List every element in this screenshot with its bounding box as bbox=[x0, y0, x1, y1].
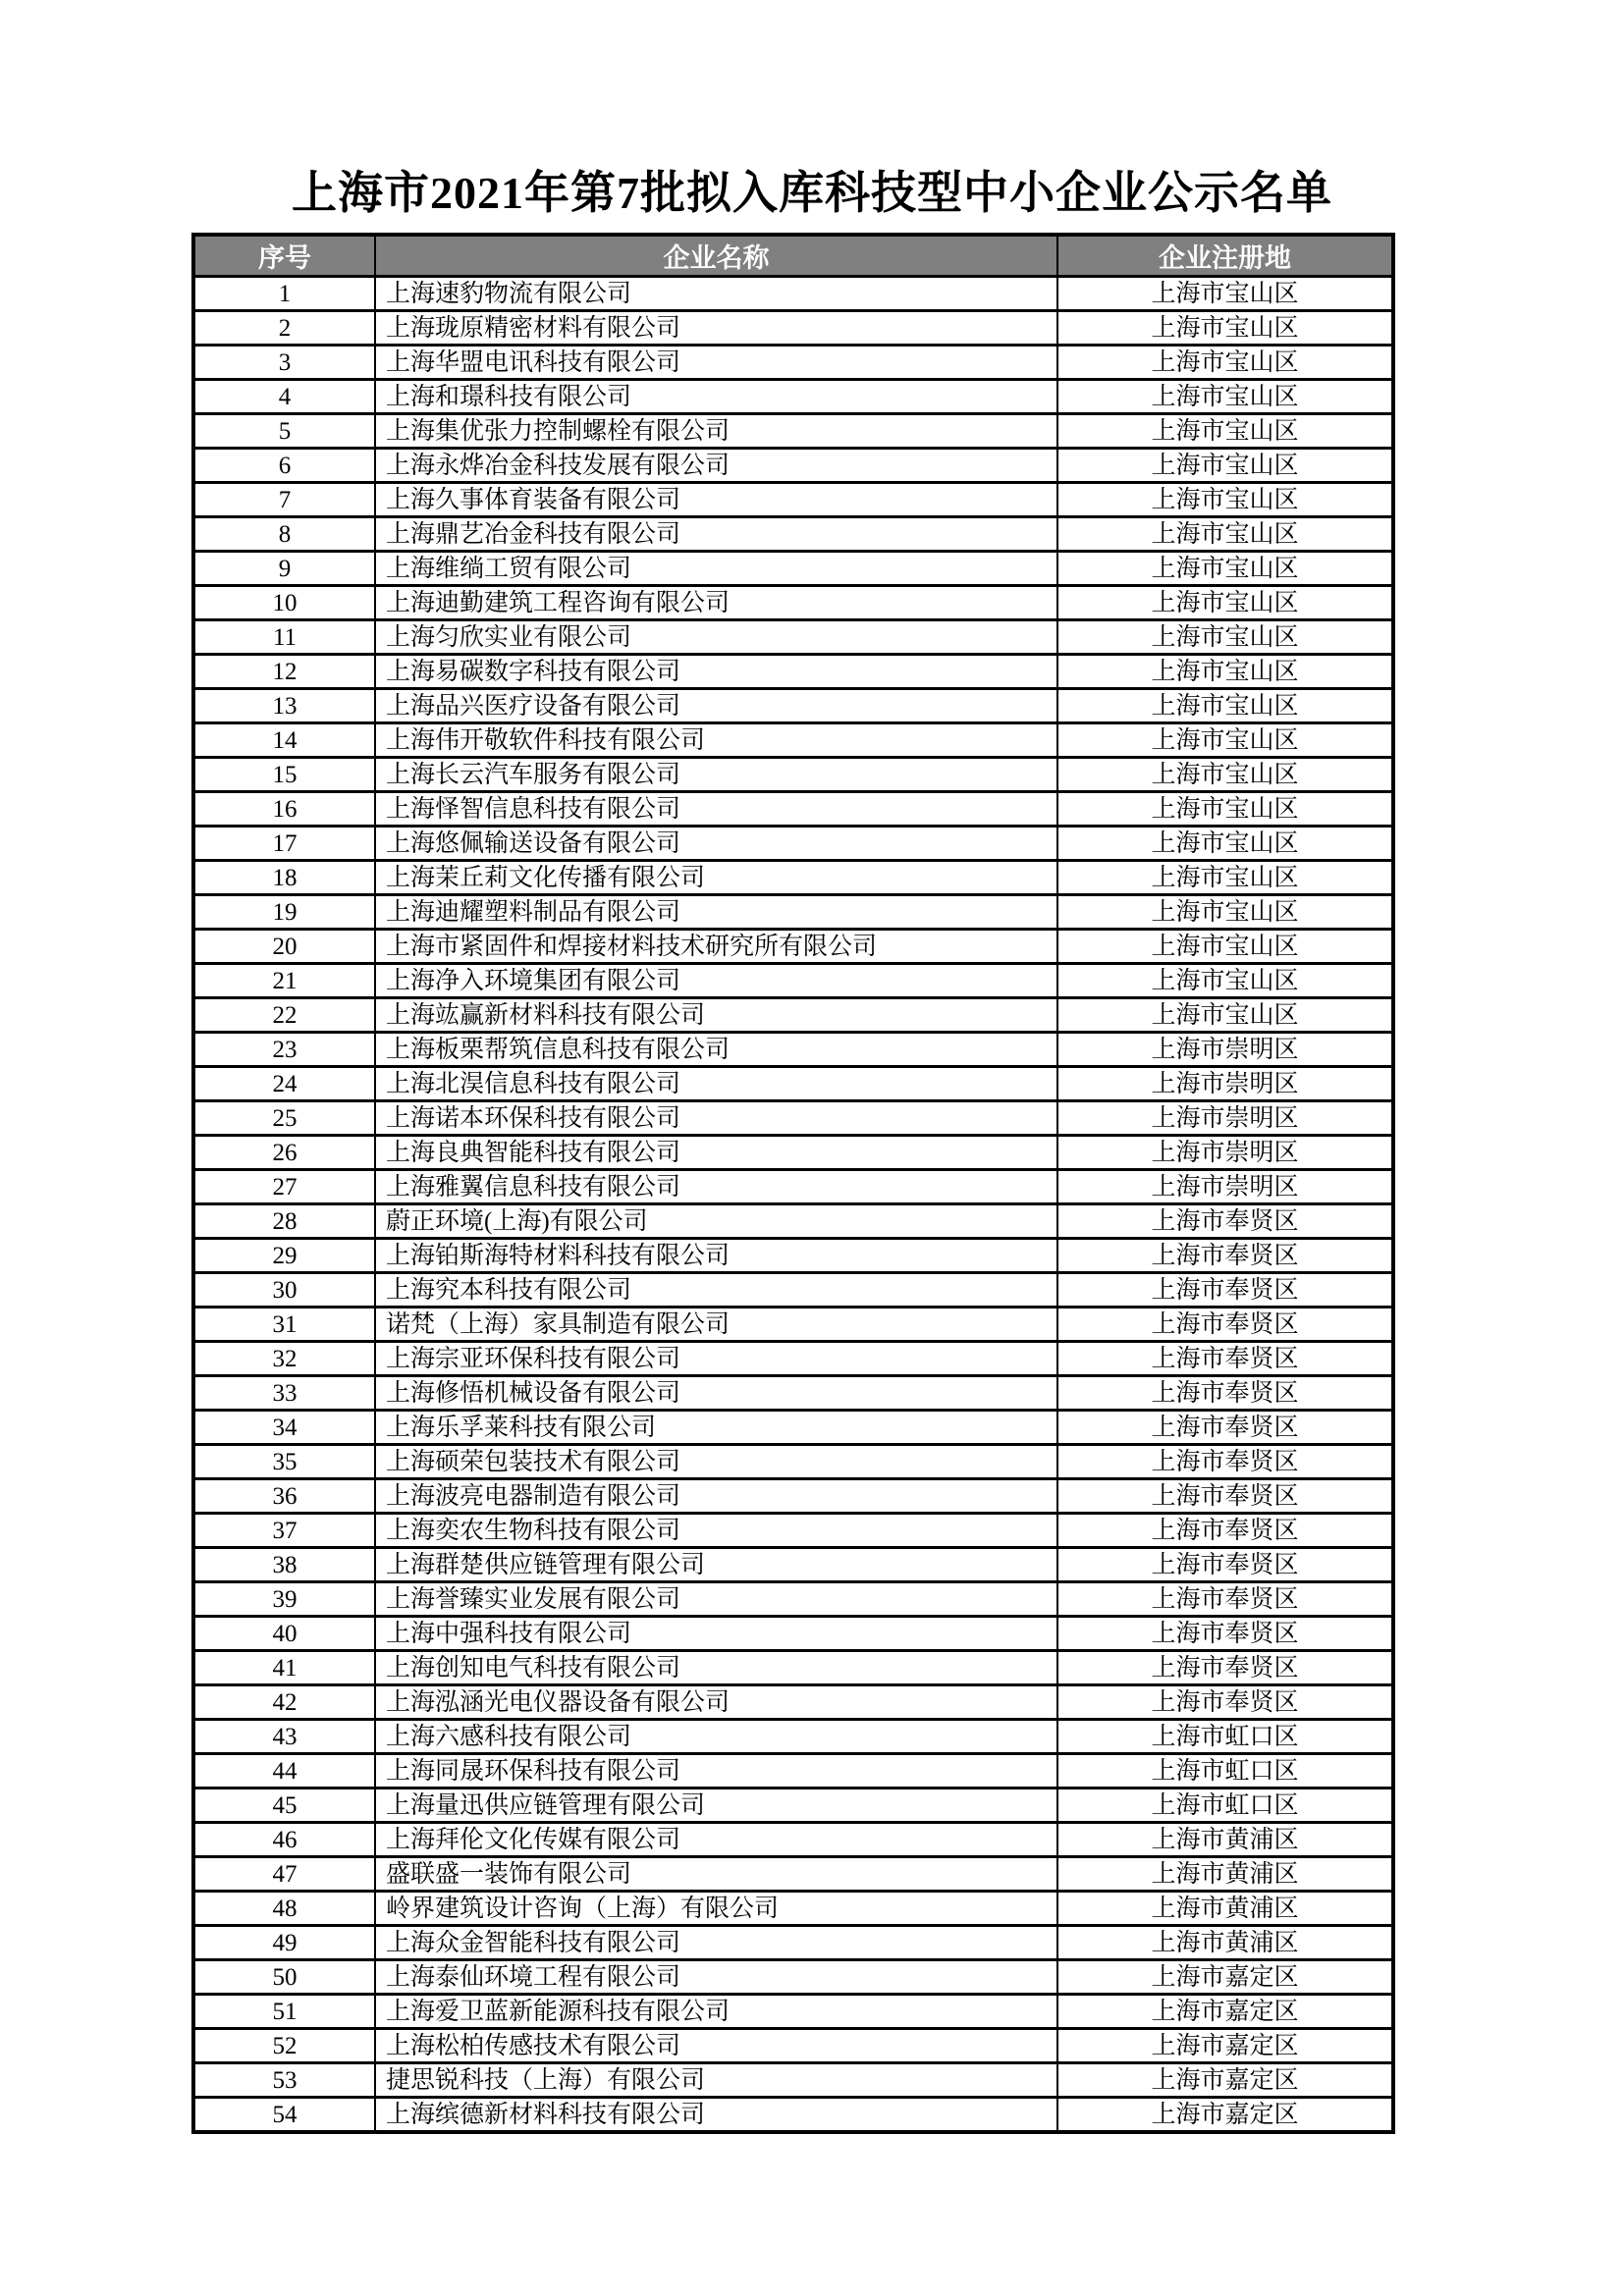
cell-no: 12 bbox=[193, 655, 375, 689]
cell-district: 上海市黄浦区 bbox=[1057, 1892, 1393, 1926]
cell-no: 43 bbox=[193, 1720, 375, 1754]
cell-name: 捷思锐科技（上海）有限公司 bbox=[375, 2063, 1057, 2098]
cell-no: 33 bbox=[193, 1376, 375, 1411]
cell-no: 5 bbox=[193, 414, 375, 449]
cell-district: 上海市奉贤区 bbox=[1057, 1548, 1393, 1582]
cell-no: 40 bbox=[193, 1617, 375, 1651]
table-row bbox=[193, 1067, 1393, 1101]
cell-name: 上海品兴医疗设备有限公司 bbox=[375, 689, 1057, 723]
table-row bbox=[193, 449, 1393, 483]
table-row bbox=[193, 1445, 1393, 1479]
cell-no: 23 bbox=[193, 1033, 375, 1067]
cell-name: 上海久事体育装备有限公司 bbox=[375, 483, 1057, 517]
cell-name: 上海伟开敬软件科技有限公司 bbox=[375, 723, 1057, 758]
cell-district: 上海市宝山区 bbox=[1057, 861, 1393, 895]
cell-no: 1 bbox=[193, 277, 375, 311]
cell-no: 37 bbox=[193, 1514, 375, 1548]
cell-district: 上海市奉贤区 bbox=[1057, 1376, 1393, 1411]
table-row bbox=[193, 1376, 1393, 1411]
cell-no: 14 bbox=[193, 723, 375, 758]
cell-name: 上海究本科技有限公司 bbox=[375, 1273, 1057, 1308]
cell-district: 上海市宝山区 bbox=[1057, 449, 1393, 483]
cell-name: 上海宗亚环保科技有限公司 bbox=[375, 1342, 1057, 1376]
cell-name: 蔚正环境(上海)有限公司 bbox=[375, 1204, 1057, 1239]
cell-name: 上海修悟机械设备有限公司 bbox=[375, 1376, 1057, 1411]
table-row bbox=[193, 1033, 1393, 1067]
cell-name: 上海中强科技有限公司 bbox=[375, 1617, 1057, 1651]
cell-name: 上海净入环境集团有限公司 bbox=[375, 964, 1057, 998]
table-row bbox=[193, 2029, 1393, 2063]
table-row bbox=[193, 1857, 1393, 1892]
cell-district: 上海市奉贤区 bbox=[1057, 1204, 1393, 1239]
table-row bbox=[193, 620, 1393, 655]
cell-name: 上海速豹物流有限公司 bbox=[375, 277, 1057, 311]
cell-name: 上海六感科技有限公司 bbox=[375, 1720, 1057, 1754]
cell-no: 26 bbox=[193, 1136, 375, 1170]
cell-no: 7 bbox=[193, 483, 375, 517]
cell-no: 44 bbox=[193, 1754, 375, 1789]
cell-no: 52 bbox=[193, 2029, 375, 2063]
cell-no: 30 bbox=[193, 1273, 375, 1308]
cell-no: 45 bbox=[193, 1789, 375, 1823]
table-row bbox=[193, 655, 1393, 689]
cell-no: 54 bbox=[193, 2098, 375, 2133]
table-row bbox=[193, 792, 1393, 827]
table-row bbox=[193, 1651, 1393, 1685]
cell-district: 上海市黄浦区 bbox=[1057, 1857, 1393, 1892]
table-row bbox=[193, 1204, 1393, 1239]
cell-no: 17 bbox=[193, 827, 375, 861]
cell-district: 上海市奉贤区 bbox=[1057, 1685, 1393, 1720]
cell-no: 22 bbox=[193, 998, 375, 1033]
cell-district: 上海市奉贤区 bbox=[1057, 1273, 1393, 1308]
cell-no: 41 bbox=[193, 1651, 375, 1685]
cell-district: 上海市嘉定区 bbox=[1057, 1960, 1393, 1995]
cell-name: 上海市紧固件和焊接材料技术研究所有限公司 bbox=[375, 930, 1057, 964]
cell-no: 38 bbox=[193, 1548, 375, 1582]
cell-district: 上海市虹口区 bbox=[1057, 1754, 1393, 1789]
table-row bbox=[193, 895, 1393, 930]
cell-district: 上海市宝山区 bbox=[1057, 620, 1393, 655]
column-header-no: 序号 bbox=[193, 235, 375, 277]
cell-name: 上海同晟环保科技有限公司 bbox=[375, 1754, 1057, 1789]
cell-no: 53 bbox=[193, 2063, 375, 2098]
table-row bbox=[193, 517, 1393, 552]
cell-district: 上海市宝山区 bbox=[1057, 827, 1393, 861]
table-row bbox=[193, 1170, 1393, 1204]
cell-name: 上海悠佩输送设备有限公司 bbox=[375, 827, 1057, 861]
table-row bbox=[193, 1308, 1393, 1342]
cell-name: 上海迪勤建筑工程咨询有限公司 bbox=[375, 586, 1057, 620]
table-row bbox=[193, 483, 1393, 517]
cell-name: 上海雅翼信息科技有限公司 bbox=[375, 1170, 1057, 1204]
cell-district: 上海市崇明区 bbox=[1057, 1067, 1393, 1101]
table-row bbox=[193, 758, 1393, 792]
cell-district: 上海市奉贤区 bbox=[1057, 1514, 1393, 1548]
table-row bbox=[193, 1995, 1393, 2029]
cell-name: 上海良典智能科技有限公司 bbox=[375, 1136, 1057, 1170]
table-row bbox=[193, 1754, 1393, 1789]
cell-district: 上海市嘉定区 bbox=[1057, 2063, 1393, 2098]
cell-district: 上海市宝山区 bbox=[1057, 758, 1393, 792]
cell-district: 上海市嘉定区 bbox=[1057, 2029, 1393, 2063]
column-header-name: 企业名称 bbox=[375, 235, 1057, 277]
table-row bbox=[193, 1273, 1393, 1308]
cell-name: 上海松柏传感技术有限公司 bbox=[375, 2029, 1057, 2063]
cell-name: 上海鼎艺冶金科技有限公司 bbox=[375, 517, 1057, 552]
cell-no: 3 bbox=[193, 346, 375, 380]
cell-district: 上海市虹口区 bbox=[1057, 1720, 1393, 1754]
cell-name: 诺梵（上海）家具制造有限公司 bbox=[375, 1308, 1057, 1342]
table-header bbox=[193, 235, 1393, 277]
table-row bbox=[193, 827, 1393, 861]
table-row bbox=[193, 586, 1393, 620]
cell-no: 6 bbox=[193, 449, 375, 483]
table-row bbox=[193, 311, 1393, 346]
cell-name: 上海众金智能科技有限公司 bbox=[375, 1926, 1057, 1960]
cell-district: 上海市嘉定区 bbox=[1057, 2098, 1393, 2133]
cell-no: 46 bbox=[193, 1823, 375, 1857]
cell-district: 上海市宝山区 bbox=[1057, 792, 1393, 827]
cell-no: 20 bbox=[193, 930, 375, 964]
cell-no: 31 bbox=[193, 1308, 375, 1342]
cell-district: 上海市黄浦区 bbox=[1057, 1823, 1393, 1857]
cell-name: 上海茉丘莉文化传播有限公司 bbox=[375, 861, 1057, 895]
table-row bbox=[193, 1479, 1393, 1514]
cell-name: 上海迪耀塑料制品有限公司 bbox=[375, 895, 1057, 930]
cell-name: 上海集优张力控制螺栓有限公司 bbox=[375, 414, 1057, 449]
cell-name: 上海和璟科技有限公司 bbox=[375, 380, 1057, 414]
cell-no: 47 bbox=[193, 1857, 375, 1892]
cell-district: 上海市黄浦区 bbox=[1057, 1926, 1393, 1960]
cell-name: 上海硕荣包装技术有限公司 bbox=[375, 1445, 1057, 1479]
column-header-district: 企业注册地 bbox=[1057, 235, 1393, 277]
cell-district: 上海市宝山区 bbox=[1057, 277, 1393, 311]
cell-name: 上海泰仙环境工程有限公司 bbox=[375, 1960, 1057, 1995]
cell-district: 上海市奉贤区 bbox=[1057, 1445, 1393, 1479]
table-row bbox=[193, 2098, 1393, 2133]
cell-no: 15 bbox=[193, 758, 375, 792]
cell-no: 9 bbox=[193, 552, 375, 586]
header-row bbox=[193, 235, 1393, 277]
cell-district: 上海市奉贤区 bbox=[1057, 1342, 1393, 1376]
cell-name: 上海群楚供应链管理有限公司 bbox=[375, 1548, 1057, 1582]
table-row bbox=[193, 1960, 1393, 1995]
cell-name: 上海乐孚莱科技有限公司 bbox=[375, 1411, 1057, 1445]
cell-district: 上海市奉贤区 bbox=[1057, 1617, 1393, 1651]
table-row bbox=[193, 930, 1393, 964]
table-row bbox=[193, 689, 1393, 723]
table-row bbox=[193, 1342, 1393, 1376]
cell-no: 4 bbox=[193, 380, 375, 414]
cell-district: 上海市崇明区 bbox=[1057, 1101, 1393, 1136]
cell-no: 48 bbox=[193, 1892, 375, 1926]
cell-district: 上海市奉贤区 bbox=[1057, 1411, 1393, 1445]
table-row bbox=[193, 1720, 1393, 1754]
cell-no: 24 bbox=[193, 1067, 375, 1101]
table-row bbox=[193, 1823, 1393, 1857]
table-row bbox=[193, 380, 1393, 414]
cell-name: 上海创知电气科技有限公司 bbox=[375, 1651, 1057, 1685]
table-row bbox=[193, 861, 1393, 895]
cell-district: 上海市宝山区 bbox=[1057, 964, 1393, 998]
cell-name: 岭界建筑设计咨询（上海）有限公司 bbox=[375, 1892, 1057, 1926]
cell-district: 上海市宝山区 bbox=[1057, 723, 1393, 758]
table-row bbox=[193, 1926, 1393, 1960]
cell-district: 上海市宝山区 bbox=[1057, 930, 1393, 964]
table-row bbox=[193, 346, 1393, 380]
cell-district: 上海市嘉定区 bbox=[1057, 1995, 1393, 2029]
page-title: 上海市2021年第7批拟入库科技型中小企业公示名单 bbox=[292, 168, 1332, 218]
cell-no: 35 bbox=[193, 1445, 375, 1479]
cell-no: 19 bbox=[193, 895, 375, 930]
cell-district: 上海市宝山区 bbox=[1057, 895, 1393, 930]
cell-district: 上海市宝山区 bbox=[1057, 998, 1393, 1033]
table-row bbox=[193, 964, 1393, 998]
cell-no: 49 bbox=[193, 1926, 375, 1960]
cell-district: 上海市宝山区 bbox=[1057, 346, 1393, 380]
cell-no: 16 bbox=[193, 792, 375, 827]
cell-name: 上海诺本环保科技有限公司 bbox=[375, 1101, 1057, 1136]
cell-district: 上海市宝山区 bbox=[1057, 655, 1393, 689]
cell-district: 上海市奉贤区 bbox=[1057, 1239, 1393, 1273]
cell-no: 25 bbox=[193, 1101, 375, 1136]
cell-district: 上海市奉贤区 bbox=[1057, 1651, 1393, 1685]
cell-no: 8 bbox=[193, 517, 375, 552]
cell-no: 36 bbox=[193, 1479, 375, 1514]
table-row bbox=[193, 1136, 1393, 1170]
cell-name: 上海波亮电器制造有限公司 bbox=[375, 1479, 1057, 1514]
cell-name: 上海匀欣实业有限公司 bbox=[375, 620, 1057, 655]
cell-district: 上海市奉贤区 bbox=[1057, 1479, 1393, 1514]
table-body bbox=[193, 277, 1393, 2133]
cell-no: 34 bbox=[193, 1411, 375, 1445]
cell-no: 28 bbox=[193, 1204, 375, 1239]
table-row bbox=[193, 1789, 1393, 1823]
table-row bbox=[193, 2063, 1393, 2098]
cell-name: 上海珑原精密材料有限公司 bbox=[375, 311, 1057, 346]
cell-district: 上海市奉贤区 bbox=[1057, 1308, 1393, 1342]
cell-no: 10 bbox=[193, 586, 375, 620]
cell-name: 上海泓涵光电仪器设备有限公司 bbox=[375, 1685, 1057, 1720]
cell-district: 上海市宝山区 bbox=[1057, 483, 1393, 517]
cell-name: 上海铂斯海特材料科技有限公司 bbox=[375, 1239, 1057, 1273]
cell-district: 上海市崇明区 bbox=[1057, 1170, 1393, 1204]
cell-no: 21 bbox=[193, 964, 375, 998]
cell-name: 上海缤德新材料科技有限公司 bbox=[375, 2098, 1057, 2133]
table-row bbox=[193, 723, 1393, 758]
cell-name: 盛联盛一装饰有限公司 bbox=[375, 1857, 1057, 1892]
cell-district: 上海市宝山区 bbox=[1057, 311, 1393, 346]
cell-district: 上海市宝山区 bbox=[1057, 552, 1393, 586]
cell-no: 39 bbox=[193, 1582, 375, 1617]
table-row bbox=[193, 277, 1393, 311]
cell-no: 51 bbox=[193, 1995, 375, 2029]
cell-name: 上海板栗帮筑信息科技有限公司 bbox=[375, 1033, 1057, 1067]
cell-district: 上海市崇明区 bbox=[1057, 1136, 1393, 1170]
cell-no: 42 bbox=[193, 1685, 375, 1720]
cell-no: 29 bbox=[193, 1239, 375, 1273]
cell-name: 上海维绱工贸有限公司 bbox=[375, 552, 1057, 586]
cell-name: 上海长云汽车服务有限公司 bbox=[375, 758, 1057, 792]
cell-district: 上海市宝山区 bbox=[1057, 380, 1393, 414]
cell-name: 上海奕农生物科技有限公司 bbox=[375, 1514, 1057, 1548]
cell-district: 上海市宝山区 bbox=[1057, 586, 1393, 620]
cell-no: 11 bbox=[193, 620, 375, 655]
cell-name: 上海华盟电讯科技有限公司 bbox=[375, 346, 1057, 380]
table-row bbox=[193, 1411, 1393, 1445]
table-row bbox=[193, 1892, 1393, 1926]
cell-district: 上海市宝山区 bbox=[1057, 517, 1393, 552]
cell-district: 上海市宝山区 bbox=[1057, 414, 1393, 449]
table-row bbox=[193, 998, 1393, 1033]
table-row bbox=[193, 1617, 1393, 1651]
cell-no: 50 bbox=[193, 1960, 375, 1995]
cell-name: 上海怿智信息科技有限公司 bbox=[375, 792, 1057, 827]
cell-name: 上海北淏信息科技有限公司 bbox=[375, 1067, 1057, 1101]
cell-name: 上海永烨冶金科技发展有限公司 bbox=[375, 449, 1057, 483]
table-row bbox=[193, 1101, 1393, 1136]
cell-district: 上海市宝山区 bbox=[1057, 689, 1393, 723]
table-row bbox=[193, 1548, 1393, 1582]
table-row bbox=[193, 1514, 1393, 1548]
table-row bbox=[193, 1582, 1393, 1617]
table-row bbox=[193, 414, 1393, 449]
cell-name: 上海爱卫蓝新能源科技有限公司 bbox=[375, 1995, 1057, 2029]
table-row bbox=[193, 552, 1393, 586]
company-table bbox=[191, 233, 1395, 2134]
cell-no: 27 bbox=[193, 1170, 375, 1204]
cell-no: 13 bbox=[193, 689, 375, 723]
cell-name: 上海易碳数字科技有限公司 bbox=[375, 655, 1057, 689]
cell-district: 上海市崇明区 bbox=[1057, 1033, 1393, 1067]
cell-district: 上海市奉贤区 bbox=[1057, 1582, 1393, 1617]
table-row bbox=[193, 1239, 1393, 1273]
cell-no: 32 bbox=[193, 1342, 375, 1376]
cell-no: 2 bbox=[193, 311, 375, 346]
table-row bbox=[193, 1685, 1393, 1720]
cell-no: 18 bbox=[193, 861, 375, 895]
cell-name: 上海量迅供应链管理有限公司 bbox=[375, 1789, 1057, 1823]
cell-district: 上海市虹口区 bbox=[1057, 1789, 1393, 1823]
cell-name: 上海拜伦文化传媒有限公司 bbox=[375, 1823, 1057, 1857]
cell-name: 上海誉臻实业发展有限公司 bbox=[375, 1582, 1057, 1617]
cell-name: 上海竑赢新材料科技有限公司 bbox=[375, 998, 1057, 1033]
